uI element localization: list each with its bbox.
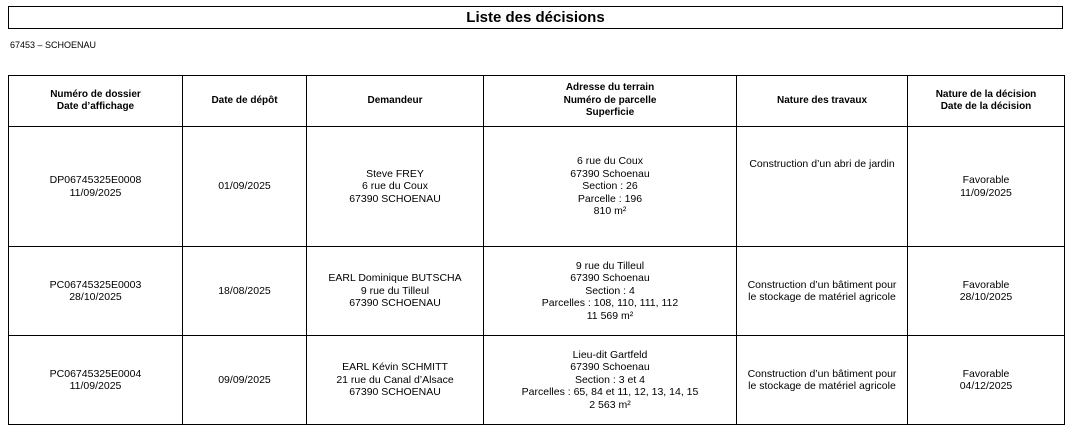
page-title: Liste des décisions xyxy=(466,9,605,26)
header-demandeur: Demandeur xyxy=(307,76,484,127)
table-header-row xyxy=(9,76,1065,127)
cell-dossier: PC06745325E0003 28/10/2025 xyxy=(9,247,183,336)
cell-adresse: Lieu-dit Gartfeld 67390 Schoenau Section : 3 et 4 Parcelles : 65, 84 et 11, 12, 13, 14, 15 2 563 m² xyxy=(484,336,737,425)
header-decision: Nature de la décision Date de la décision xyxy=(908,76,1065,127)
header-depot: Date de dépôt xyxy=(183,76,307,127)
cell-demandeur: Steve FREY 6 rue du Coux 67390 SCHOENAU xyxy=(307,127,484,247)
decisions-table xyxy=(8,75,1065,425)
commune-label: 67453 – SCHOENAU xyxy=(10,40,97,50)
table-row xyxy=(9,127,1065,247)
cell-dossier: PC06745325E0004 11/09/2025 xyxy=(9,336,183,425)
table-row xyxy=(9,247,1065,336)
cell-travaux: Construction d’un bâtiment pour le stockage de matériel agricole xyxy=(737,336,908,425)
cell-decision: Favorable 11/09/2025 xyxy=(908,127,1065,247)
cell-adresse: 9 rue du Tilleul 67390 Schoenau Section : 4 Parcelles : 108, 110, 111, 112 11 569 m² xyxy=(484,247,737,336)
cell-dossier: DP06745325E0008 11/09/2025 xyxy=(9,127,183,247)
cell-travaux: Construction d’un abri de jardin xyxy=(737,127,908,247)
cell-decision: Favorable 28/10/2025 xyxy=(908,247,1065,336)
cell-demandeur: EARL Kévin SCHMITT 21 rue du Canal d’Alsace 67390 SCHOENAU xyxy=(307,336,484,425)
table-row xyxy=(9,336,1065,425)
cell-adresse: 6 rue du Coux 67390 Schoenau Section : 26 Parcelle : 196 810 m² xyxy=(484,127,737,247)
header-adresse: Adresse du terrain Numéro de parcelle Superficie xyxy=(484,76,737,127)
header-dossier: Numéro de dossier Date d’affichage xyxy=(9,76,183,127)
cell-travaux: Construction d’un bâtiment pour le stockage de matériel agricole xyxy=(737,247,908,336)
cell-depot: 18/08/2025 xyxy=(183,247,307,336)
page-title-box xyxy=(8,6,1063,29)
cell-demandeur: EARL Dominique BUTSCHA 9 rue du Tilleul 67390 SCHOENAU xyxy=(307,247,484,336)
cell-decision: Favorable 04/12/2025 xyxy=(908,336,1065,425)
cell-depot: 01/09/2025 xyxy=(183,127,307,247)
header-travaux: Nature des travaux xyxy=(737,76,908,127)
cell-depot: 09/09/2025 xyxy=(183,336,307,425)
